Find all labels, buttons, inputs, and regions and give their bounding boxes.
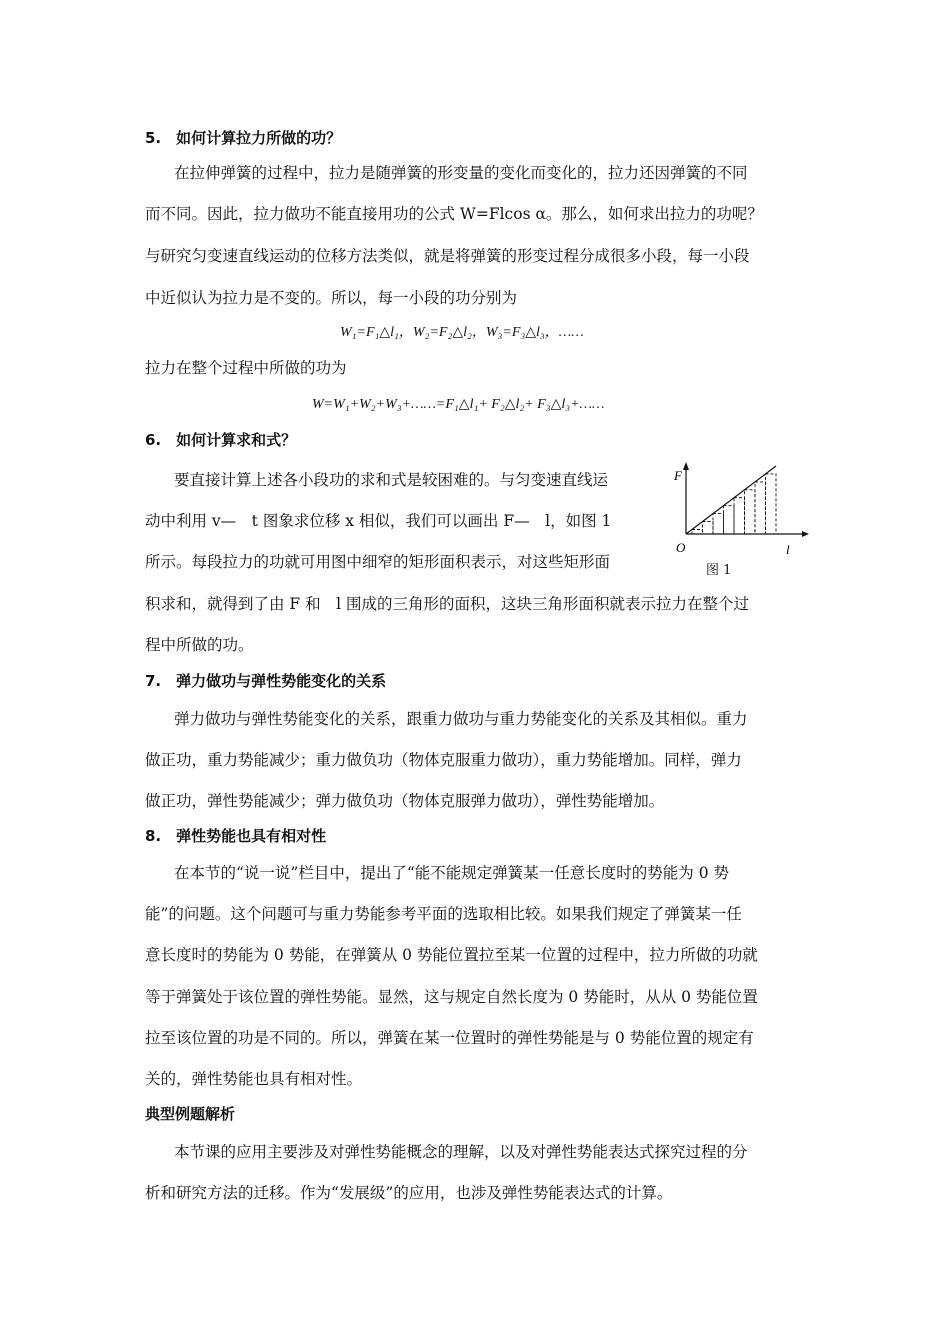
area-strip	[713, 514, 724, 534]
section-7-line-3: 做正功，弹性势能减少；弹力做负功（物体克服弹力做功），弹性势能增加。	[145, 792, 665, 810]
section-5-line-4: 中近似认为拉力是不变的。所以，每一小段的功分别为	[145, 289, 518, 307]
force-extension-figure	[666, 458, 814, 583]
section-6-line-3: 所示。每段拉力的功就可用图中细窄的矩形面积表示，对这些矩形面	[145, 553, 611, 571]
section-6-line-1: 要直接计算上述各小段功的求和式是较困难的。与匀变速直线运	[174, 471, 609, 489]
x-axis-arrow-icon	[802, 531, 809, 537]
examples-heading: 典型例题解析	[145, 1105, 236, 1123]
area-strip	[745, 490, 756, 534]
area-strips	[692, 474, 776, 534]
area-strip	[734, 498, 745, 534]
area-strip	[724, 506, 735, 534]
examples-line-1: 本节课的应用主要涉及对弹性势能概念的理解，以及对弹性势能表达式探究过程的分	[174, 1143, 748, 1161]
area-strip	[692, 530, 703, 535]
examples-line-2: 析和研究方法的迁移。作为“发展级”的应用，也涉及弹性势能表达式的计算。	[145, 1184, 673, 1202]
section-5-heading: 5. 如何计算拉力所做的功？	[145, 129, 342, 147]
section-8-line-3: 意长度时的势能为 0 势能，在弹簧从 0 势能位置拉至某一位置的过程中，拉力所做的功就	[145, 946, 758, 964]
y-axis-label: F	[674, 468, 682, 483]
section-8-line-2: 能”的问题。这个问题可与重力势能参考平面的选取相比较。如果我们规定了弹簧某一任	[145, 905, 742, 923]
section-6-line-2: 动中利用 v— t 图象求位移 x 相似，我们可以画出 F— l，如图 1	[145, 512, 612, 530]
section-5-line-1: 在拉伸弹簧的过程中，拉力是随弹簧的形变量的变化而变化的，拉力还因弹簧的不同	[174, 164, 748, 182]
area-strip	[755, 482, 766, 534]
equation-segment-work: W₁=F₁△l₁，W₂=F₂△l₂，W₃=F₃△l₃，……	[340, 325, 584, 340]
area-strip	[703, 522, 714, 535]
section-8-line-6: 关的，弹性势能也具有相对性。	[145, 1070, 363, 1088]
y-axis-arrow-icon	[683, 462, 689, 470]
force-line	[686, 466, 776, 534]
area-strip	[766, 474, 777, 534]
origin-label: O	[676, 540, 686, 555]
section-5-line-2: 而不同。因此，拉力做功不能直接用功的公式 W=Flcos α。那么，如何求出拉力的功呢？	[145, 205, 763, 223]
section-6-line-4: 积求和，就得到了由 F 和 l 围成的三角形的面积，这块三角形面积就表示拉力在整个过	[145, 595, 749, 613]
section-8-line-4: 等于弹簧处于该位置的弹性势能。显然，这与规定自然长度为 0 势能时，从从 0 势能位置	[145, 988, 758, 1006]
section-8-line-1: 在本节的“说一说”栏目中，提出了“能不能规定弹簧某一任意长度时的势能为 0 势	[174, 864, 729, 882]
equation-total-work: W=W₁+W₂+W₃+……=F₁△l₁+ F₂△l₂+ F₃△l₃+……	[312, 397, 605, 412]
section-7-line-2: 做正功，重力势能减少；重力做负功（物体克服重力做功），重力势能增加。同样，弹力	[145, 751, 742, 769]
section-8-line-5: 拉至该位置的功是不同的。所以，弹簧在某一位置时的弹性势能是与 0 势能位置的规定有	[145, 1029, 754, 1047]
section-5-line-3: 与研究匀变速直线运动的位移方法类似，就是将弹簧的形变过程分成很多小段，每一小段	[145, 247, 750, 265]
x-axis-label: l	[786, 542, 790, 557]
section-8-heading: 8. 弹性势能也具有相对性	[145, 827, 327, 845]
section-7-line-1: 弹力做功与弹性势能变化的关系，跟重力做功与重力势能变化的关系及其相似。重力	[174, 710, 748, 728]
section-7-heading: 7. 弹力做功与弹性势能变化的关系	[145, 672, 387, 690]
section-6-line-5: 程中所做的功。	[145, 636, 254, 654]
figure-caption: 图 1	[706, 563, 732, 578]
section-6-heading: 6. 如何计算求和式？	[145, 431, 297, 449]
section-5-line-5: 拉力在整个过程中所做的功为	[145, 359, 347, 377]
